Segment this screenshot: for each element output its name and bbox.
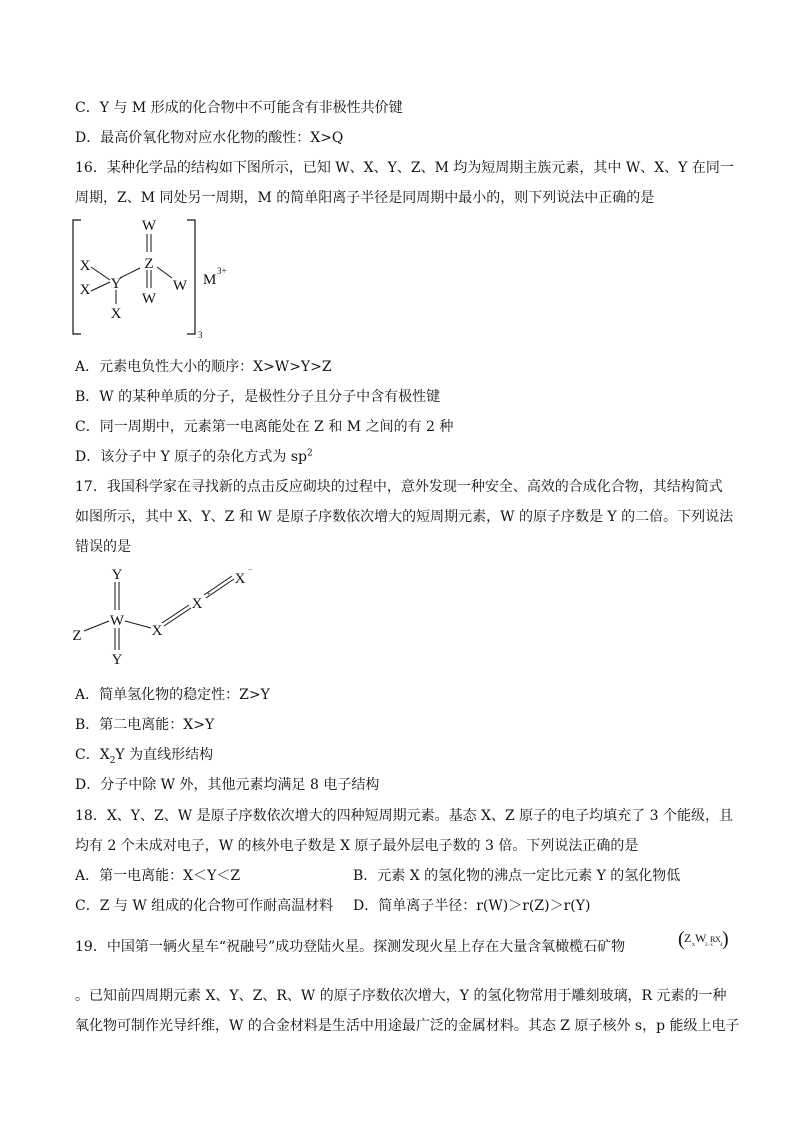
- q16-bracket-subscript: 3: [198, 330, 203, 340]
- q17-stem-line3: 错误的是: [75, 539, 131, 555]
- q15-option-d: D．最高价氧化物对应水化物的酸性：X>Q: [75, 130, 344, 146]
- q17-charge-end: −: [248, 565, 253, 574]
- q17-charge-mid: +: [206, 589, 211, 598]
- q16-atom-w-top: W: [141, 218, 157, 234]
- q18-stem-line1: 18．X、Y、Z、W 是原子序数依次增大的四种短周期元素。基态 X、Z 原子的电子均填充了 3 个能级，且: [75, 808, 733, 824]
- q16-stem-line2: 周期，Z、M 同处另一周期，M 的简单阳离子半径是同周期中最小的，则下列说法中正确的是: [75, 190, 655, 206]
- q16-atom-x-upper: X: [79, 258, 91, 274]
- q19-stem-line2: 。已知前四周期元素 X、Y、Z、R、W 的原子序数依次增大，Y 的氢化物常用于雕刻玻璃，R 元素的一种: [75, 988, 727, 1004]
- q17-atom-x-3: X: [234, 571, 246, 587]
- q15-option-c: C．Y 与 M 形成的化合物中不可能含有非极性共价键: [75, 100, 403, 116]
- q18-option-d: D．简单离子半径：r(W)＞r(Z)＞r(Y): [353, 898, 591, 914]
- q19-formula-z: Z: [684, 931, 692, 945]
- q19-formula-x: X: [715, 935, 721, 944]
- q19-formula-x-sub: x: [692, 942, 695, 948]
- svg-text:): ): [722, 928, 729, 950]
- q16-atom-x-bottom: X: [110, 306, 122, 322]
- q19-stem-line3: 氧化物可制作光导纤维，W 的合金材料是生活中用途最广泛的金属材料。其态 Z 原子核外 s，p 能级上电子: [75, 1018, 740, 1034]
- q19-mineral-formula: [678, 925, 729, 955]
- q16-atom-w-bottom: W: [141, 291, 157, 307]
- q16-atom-y: Y: [110, 276, 122, 292]
- q17-option-c-part1: C．X: [75, 747, 110, 763]
- q17-option-c: [75, 745, 213, 765]
- q17-option-a: A．简单氢化物的稳定性：Z>Y: [75, 687, 270, 703]
- q16-option-b: B．W 的某种单质的分子，是极性分子且分子中含有极性键: [75, 389, 441, 405]
- q16-option-a: A．元素电负性大小的顺序：X>W>Y>Z: [75, 359, 332, 375]
- q19-formula-4-sub: 4: [720, 943, 723, 948]
- q17-atom-y-top: Y: [111, 567, 123, 583]
- q16-option-d: [75, 447, 313, 467]
- q16-cation-charge: 3+: [217, 266, 227, 276]
- q16-option-d-sup: 2: [306, 448, 313, 459]
- q19-formula-2x-sub: 2−x: [705, 943, 713, 948]
- q17-option-b: B．第二电离能：X>Y: [75, 717, 215, 733]
- q17-stem-line1: 17．我国科学家在寻找新的点击反应砌块的过程中，意外发现一种安全、高效的合成化合物，其结构简式: [75, 479, 723, 495]
- q17-atom-z: Z: [72, 628, 82, 644]
- q17-atom-x-2: X: [191, 596, 203, 612]
- q19-formula-r: R: [710, 935, 716, 944]
- q16-option-c: C．同一周期中，元素第一电离能处在 Z 和 M 之间的有 2 种: [75, 419, 454, 435]
- q18-option-b: B．元素 X 的氢化物的沸点一定比元素 Y 的氢化物低: [353, 868, 681, 884]
- q17-option-c-part2: Y 为直线形结构: [115, 747, 214, 763]
- q16-structure-figure: [70, 212, 290, 342]
- q17-stem-line2: 如图所示，其中 X、Y、Z 和 W 是原子序数依次增大的短周期元素，W 的原子序数是 Y 的二倍。下列说法: [75, 509, 734, 525]
- q16-cation: M: [203, 272, 217, 288]
- q17-atom-x-1: X: [151, 623, 163, 639]
- q16-atom-x-lower: X: [79, 282, 91, 298]
- q16-option-d-text: D．该分子中 Y 原子的杂化方式为 sp: [75, 449, 307, 465]
- q18-stem-line2: 均有 2 个未成对电子，W 的核外电子数是 X 原子最外层电子数的 3 倍。下列说法正确的是: [75, 838, 639, 854]
- q17-atom-y-bottom: Y: [111, 652, 123, 668]
- q18-option-a: A．第一电离能：X＜Y＜Z: [75, 868, 241, 884]
- q16-atom-z: Z: [144, 256, 154, 272]
- q17-structure-figure: [68, 562, 268, 672]
- q17-option-d: D．分子中除 W 外，其他元素均满足 8 电子结构: [75, 777, 380, 793]
- q19-formula-w: W: [695, 931, 707, 945]
- q16-atom-w-right: W: [172, 278, 188, 294]
- q17-atom-w: W: [109, 613, 125, 629]
- svg-text:(: (: [678, 928, 685, 950]
- q18-option-c: C．Z 与 W 组成的化合物可作耐高温材料: [75, 898, 334, 914]
- q19-stem-line1: 19．中国第一辆火星车“祝融号”成功登陆火星。探测发现火星上存在大量含氧橄榄石矿物: [75, 939, 626, 955]
- q16-stem-line1: 16．某种化学品的结构如下图所示，已知 W、X、Y、Z、M 均为短周期主族元素，其中 W、X、Y 在同一: [75, 160, 734, 176]
- q17-option-c-sub: 2: [109, 755, 116, 766]
